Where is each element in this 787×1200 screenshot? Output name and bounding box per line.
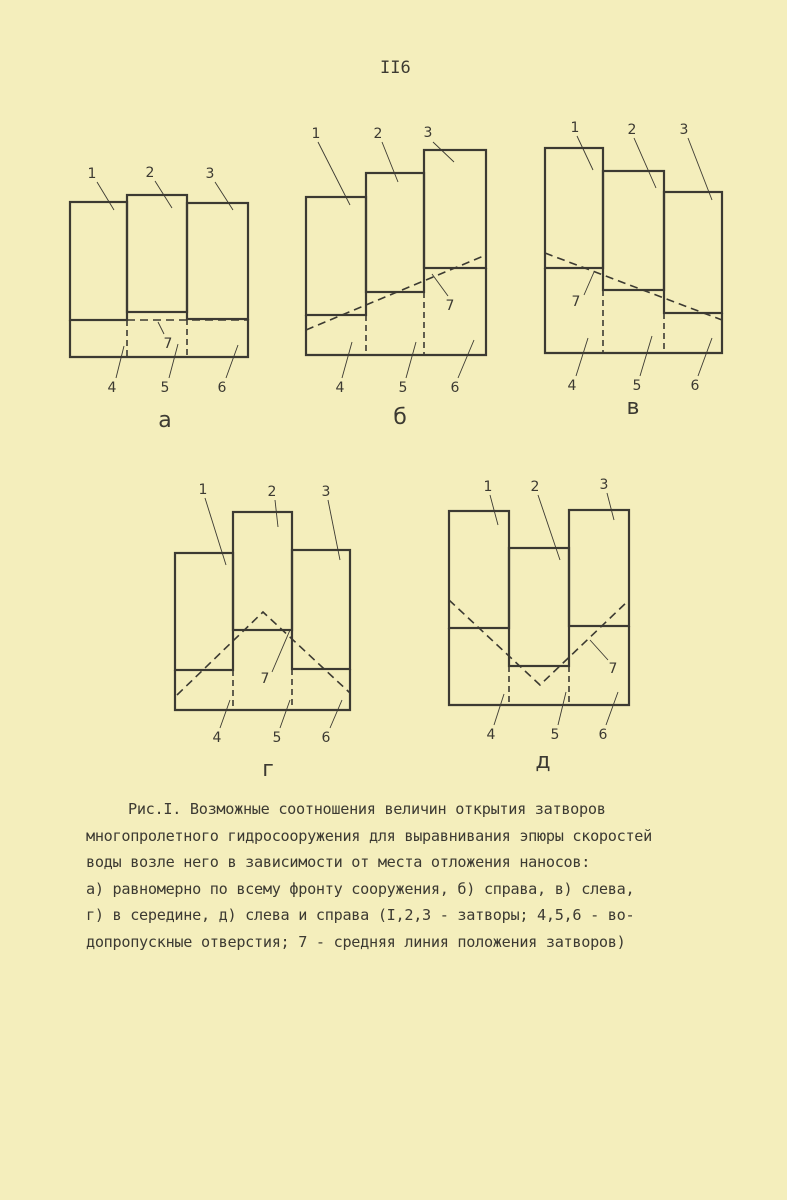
opening-label: 5 — [550, 727, 560, 743]
gate-label: 3 — [321, 484, 331, 500]
caption-line: г) в середине, д) слева и справа (I,2,3 - затворы; 4,5,6 - во- — [86, 906, 635, 924]
page-number: II6 — [380, 58, 411, 78]
leader-line — [584, 272, 594, 295]
opening-label: 5 — [632, 378, 642, 394]
opening-label: 6 — [217, 380, 227, 396]
gate-label: 1 — [483, 479, 493, 495]
opening-label: 6 — [321, 730, 331, 746]
caption-line: а) равномерно по всему фронту сооружения, б) справа, в) слева, — [86, 879, 635, 898]
gate-1 — [449, 511, 509, 628]
leader-line — [458, 340, 474, 378]
gate-label: 2 — [373, 126, 383, 142]
leader-line — [576, 338, 588, 376]
midline-label: 7 — [571, 294, 581, 310]
leader-line — [607, 493, 614, 520]
leader-line — [382, 142, 398, 182]
leader-line — [330, 700, 342, 728]
leader-line — [318, 142, 350, 205]
opening-label: 6 — [690, 378, 700, 394]
opening-label: 4 — [567, 378, 577, 394]
opening-label: 4 — [335, 380, 345, 396]
gate-label: 1 — [198, 482, 208, 498]
gate-3 — [664, 192, 722, 313]
gate-3 — [187, 203, 248, 319]
diagram-1 — [306, 125, 486, 430]
caption-line: Рис.I. Возможные соотношения величин открытия затворов — [128, 800, 606, 818]
opening-label: 4 — [107, 380, 117, 396]
gate-label: 1 — [87, 166, 97, 182]
leader-line — [433, 142, 454, 162]
leader-line — [688, 138, 712, 200]
leader-line — [558, 692, 566, 725]
diagram-letter: г — [262, 757, 274, 780]
midline-label: 7 — [260, 671, 270, 687]
leader-line — [226, 345, 238, 378]
leader-line — [342, 342, 352, 378]
gate-label: 3 — [423, 125, 433, 141]
gate-label: 3 — [599, 477, 609, 493]
diagram-3 — [175, 482, 350, 780]
leader-line — [220, 700, 230, 728]
diagram-letter: а — [158, 408, 172, 433]
leader-line — [577, 136, 593, 170]
gate-1 — [306, 197, 366, 315]
gate-label: 3 — [205, 166, 215, 182]
leader-line — [280, 700, 290, 728]
figure-caption — [86, 796, 766, 955]
gate-2 — [127, 195, 187, 312]
leader-line — [158, 322, 164, 334]
opening-label: 6 — [598, 727, 608, 743]
diagram-2 — [545, 120, 722, 420]
diagram-4 — [449, 477, 629, 774]
gate-label: 3 — [679, 122, 689, 138]
opening-label: 5 — [398, 380, 408, 396]
leader-line — [215, 182, 233, 210]
gate-2 — [366, 173, 424, 292]
midline-label: 7 — [163, 336, 173, 352]
gate-label: 2 — [145, 165, 155, 181]
caption-line: многопролетного гидросооружения для выравнивания эпюры скоростей — [86, 826, 652, 845]
leader-line — [590, 640, 608, 660]
midline-label: 7 — [608, 661, 618, 677]
leader-line — [406, 342, 416, 378]
gate-3 — [424, 150, 486, 268]
leader-line — [640, 336, 652, 376]
gate-label: 2 — [267, 484, 277, 500]
midline-7 — [306, 255, 486, 330]
midline-label: 7 — [445, 298, 455, 314]
diagram-0 — [70, 165, 248, 433]
leader-line — [97, 182, 114, 210]
gate-2 — [509, 548, 569, 666]
gate-label: 2 — [530, 479, 540, 495]
structure-outline — [306, 268, 486, 355]
leader-line — [205, 498, 226, 565]
diagram-letter: б — [393, 405, 407, 430]
diagram-letter: в — [626, 395, 640, 420]
gate-1 — [175, 553, 233, 670]
leader-line — [538, 495, 560, 560]
diagram-letter: д — [535, 749, 551, 774]
leader-line — [116, 346, 124, 378]
caption-line: допропускные отверстия; 7 - средняя линия положения затворов) — [86, 932, 626, 951]
caption-line: воды возле него в зависимости от места отложения наносов: — [86, 853, 591, 871]
opening-label: 5 — [160, 380, 170, 396]
leader-line — [698, 338, 712, 376]
gate-1 — [545, 148, 603, 268]
opening-label: 4 — [486, 727, 496, 743]
leader-line — [606, 692, 618, 725]
leader-line — [494, 694, 504, 725]
midline-7 — [449, 600, 629, 685]
opening-label: 5 — [272, 730, 282, 746]
gate-label: 1 — [570, 120, 580, 136]
gate-label: 2 — [627, 122, 637, 138]
opening-label: 6 — [450, 380, 460, 396]
leader-line — [432, 274, 448, 296]
opening-label: 4 — [212, 730, 222, 746]
leader-line — [634, 138, 656, 188]
gate-3 — [292, 550, 350, 669]
gate-1 — [70, 202, 127, 320]
leader-line — [275, 500, 278, 527]
gate-2 — [603, 171, 664, 290]
gate-label: 1 — [311, 126, 321, 142]
leader-line — [272, 630, 290, 672]
